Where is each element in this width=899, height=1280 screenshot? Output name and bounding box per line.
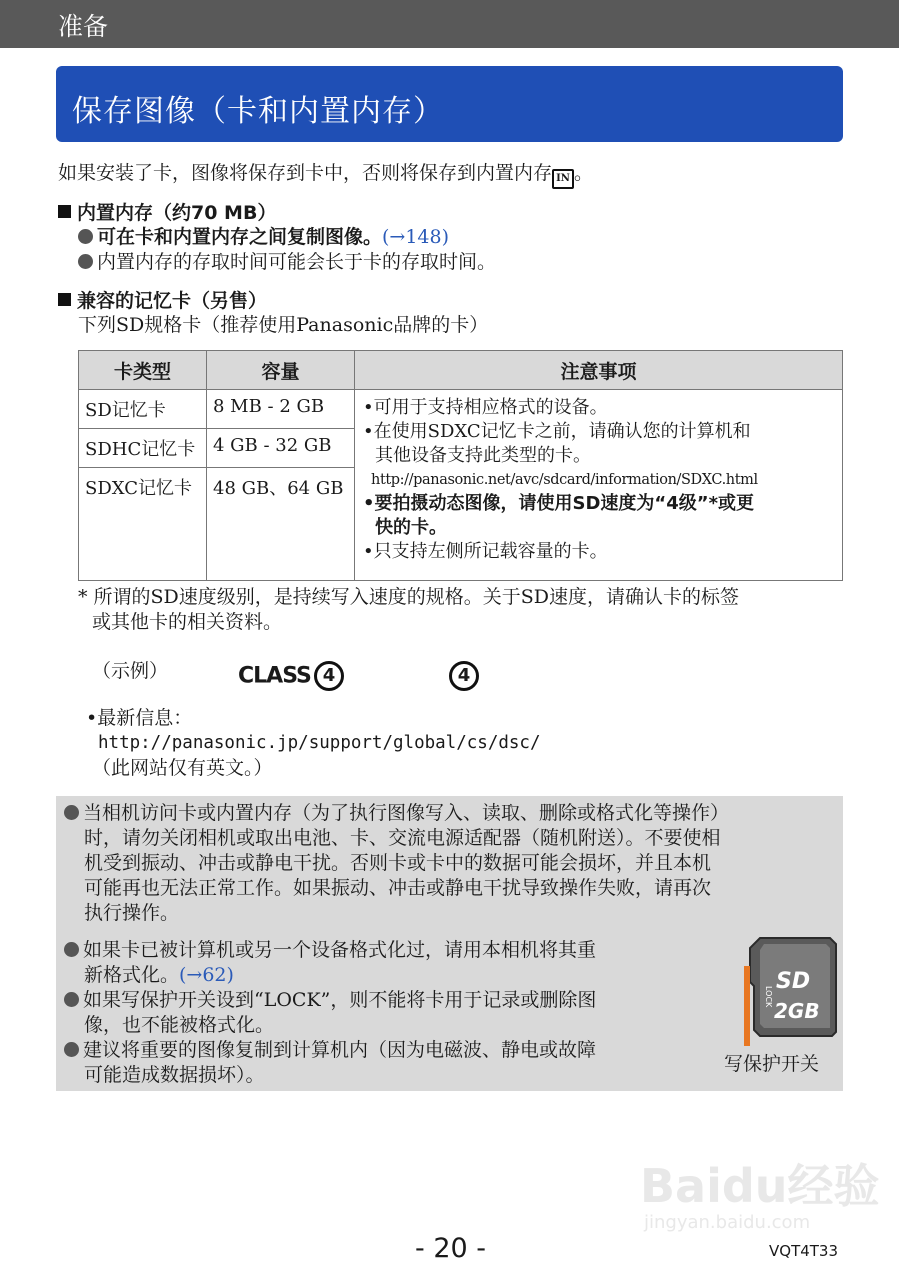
internal-bullet-1-text: 可在卡和内置内存之间复制图像。 xyxy=(97,226,383,248)
class-logo-circle-icon: 4 xyxy=(314,661,344,691)
caution-note-1-line-3: 机受到振动、冲击或静电干扰。否则卡或卡中的数据可能会损坏，并且本机 xyxy=(84,852,712,874)
caution-note-1-line-1: 当相机访问卡或内置内存（为了执行图像写入、读取、删除或格式化等操作） xyxy=(83,802,730,824)
support-url-link[interactable]: http://panasonic.jp/support/global/cs/dsc/ xyxy=(98,733,541,753)
class4-logo xyxy=(238,661,344,693)
round-bullet-icon xyxy=(64,992,79,1007)
page-ref-link-148[interactable]: (→148) xyxy=(382,226,450,248)
card-type-cell: SD记忆卡 xyxy=(79,390,207,429)
round-bullet-icon xyxy=(64,942,79,957)
footnote-line-1: * 所谓的SD速度级别，是持续写入速度的规格。关于SD速度，请确认卡的标签 xyxy=(78,586,740,608)
lock-label: LOCK xyxy=(764,986,773,1008)
note-1: •可用于支持相应格式的设备。 xyxy=(363,397,608,418)
page-ref-link-62[interactable]: (→62) xyxy=(179,964,234,986)
page-title-box xyxy=(56,66,843,142)
caution-note-1 xyxy=(64,801,729,825)
table-header-notes: 注意事项 xyxy=(355,351,843,390)
note-3b: 快的卡。 xyxy=(375,517,447,538)
note-2a: •在使用SDXC记忆卡之前，请确认您的计算机和 xyxy=(363,421,751,442)
compatible-cards-heading xyxy=(58,286,267,313)
internal-bullet-1 xyxy=(78,225,449,249)
class-logo-text: CLASS xyxy=(238,663,311,689)
note-2b: 其他设备支持此类型的卡。 xyxy=(375,445,591,466)
capacity-cell: 8 MB - 2 GB xyxy=(207,390,355,429)
intro-sentence: 如果安装了卡，图像将保存到卡中，否则将保存到内置内存 xyxy=(58,162,553,184)
compatible-cards-heading-text: 兼容的记忆卡（另售） xyxy=(77,290,268,312)
card-type-cell: SDXC记忆卡 xyxy=(79,468,207,581)
compatible-cards-subtext: 下列SD规格卡（推荐使用Panasonic品牌的卡） xyxy=(78,314,489,336)
caution-note-1-line-4: 可能再也无法正常工作。如果振动、冲击或静电干扰导致操作失败，请再次 xyxy=(84,877,712,899)
capacity-cell: 48 GB、64 GB xyxy=(207,468,355,581)
sdxc-info-url: http://panasonic.net/avc/sdcard/information/SDXC.html xyxy=(371,472,758,488)
note-3a: •要拍摄动态图像，请使用SD速度为“4级”*或更 xyxy=(363,493,755,514)
caution-note-4 xyxy=(64,1038,596,1062)
card-capacity-label: 2GB xyxy=(774,999,820,1023)
internal-memory-heading xyxy=(58,198,276,225)
caution-note-4-line-1: 建议将重要的图像复制到计算机内（因为电磁波、静电或故障 xyxy=(83,1039,597,1061)
speed-class-4-icon: 4 xyxy=(449,661,479,691)
caution-note-3-line-2: 像，也不能被格式化。 xyxy=(84,1014,275,1036)
square-bullet-icon xyxy=(58,205,71,218)
intro-end: 。 xyxy=(574,162,594,184)
write-protect-caption: 写保护开关 xyxy=(724,1053,820,1075)
sd-card-illustration xyxy=(738,936,838,1046)
internal-memory-icon: IN xyxy=(552,169,574,189)
caution-note-2 xyxy=(64,938,596,962)
round-bullet-icon xyxy=(78,254,93,269)
caution-note-3 xyxy=(64,988,596,1012)
note-4: •只支持左侧所记载容量的卡。 xyxy=(363,541,608,562)
caution-note-2-line-2 xyxy=(84,963,234,987)
round-bullet-icon xyxy=(64,1042,79,1057)
card-type-cell: SDHC记忆卡 xyxy=(79,429,207,468)
round-bullet-icon xyxy=(64,805,79,820)
header-bar xyxy=(0,0,899,48)
caution-note-3-line-1: 如果写保护开关设到“LOCK”，则不能将卡用于记录或删除图 xyxy=(83,989,597,1011)
table-header-capacity: 容量 xyxy=(207,351,355,390)
internal-memory-heading-text: 内置内存（约70 MB） xyxy=(77,202,277,224)
info-label: •最新信息： xyxy=(86,707,193,729)
write-protect-pointer-line xyxy=(744,966,750,1046)
internal-bullet-2-text: 内置内存的存取时间可能会长于卡的存取时间。 xyxy=(97,251,497,273)
example-label: （示例） xyxy=(92,660,169,682)
document-code: VQT4T33 xyxy=(769,1242,839,1260)
caution-note-4-line-2: 可能造成数据损坏）。 xyxy=(84,1064,265,1086)
caution-note-2-text: 新格式化。 xyxy=(84,964,180,986)
internal-bullet-2 xyxy=(78,250,496,274)
footnote-line-2: 或其他卡的相关资料。 xyxy=(92,611,283,633)
notes-cell xyxy=(355,390,843,581)
round-bullet-icon xyxy=(78,229,93,244)
page-number: - 20 - xyxy=(415,1233,487,1264)
table-header-row xyxy=(79,351,843,390)
card-spec-table xyxy=(78,350,843,581)
page-title: 保存图像（卡和内置内存） xyxy=(72,94,444,129)
info-english-only: （此网站仅有英文。） xyxy=(92,757,273,779)
baidu-watermark-url: jingyan.baidu.com xyxy=(644,1212,811,1233)
caution-note-1-line-5: 执行操作。 xyxy=(84,902,180,924)
table-row xyxy=(79,390,843,429)
caution-note-1-line-2: 时，请勿关闭相机或取出电池、卡、交流电源适配器（随机附送）。不要使相 xyxy=(84,827,721,849)
square-bullet-icon xyxy=(58,293,71,306)
intro-text xyxy=(58,161,593,189)
section-label: 准备 xyxy=(58,12,109,41)
sd-logo-icon: SD xyxy=(776,969,811,994)
capacity-cell: 4 GB - 32 GB xyxy=(207,429,355,468)
table-header-type: 卡类型 xyxy=(79,351,207,390)
caution-note-2-line-1: 如果卡已被计算机或另一个设备格式化过，请用本相机将其重 xyxy=(83,939,597,961)
baidu-watermark-logo: Baidu经验 xyxy=(640,1159,880,1213)
